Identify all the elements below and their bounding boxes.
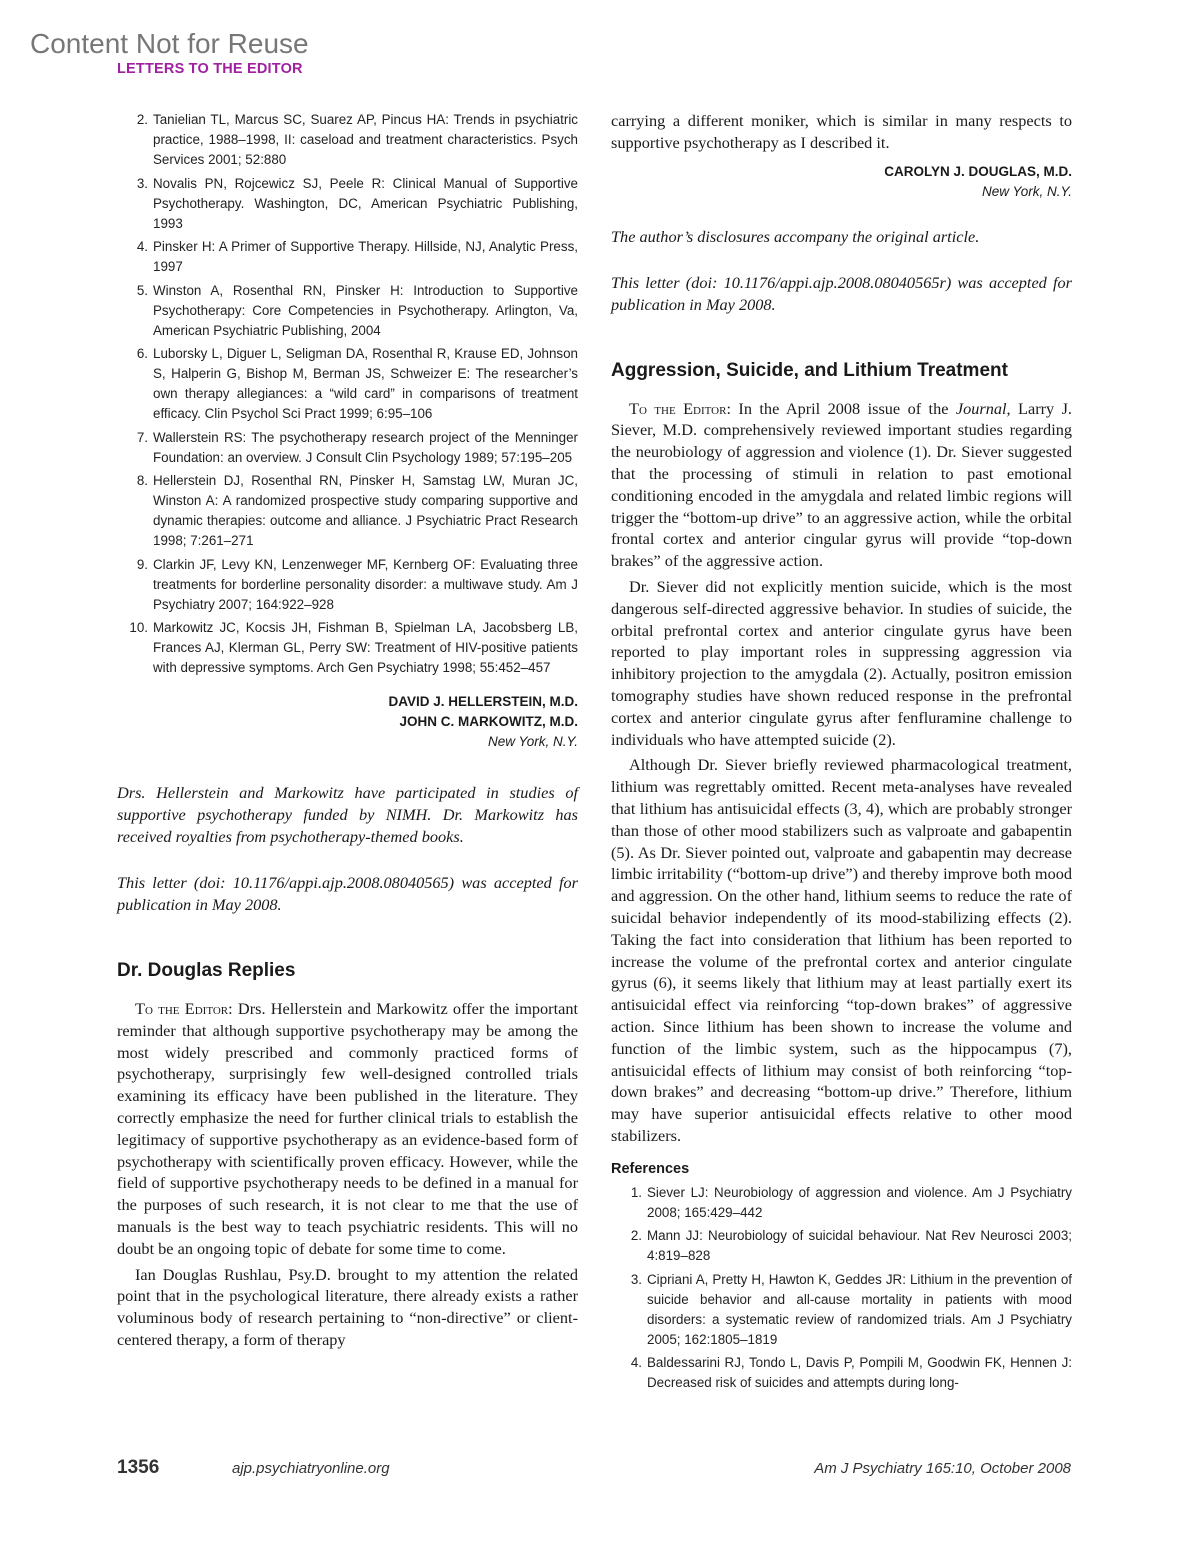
acceptance-note: This letter (doi: 10.1176/appi.ajp.2008.08040565r) was accepted for publication in May 2008. xyxy=(611,272,1072,314)
reference-item xyxy=(117,471,578,551)
reference-number: 1. xyxy=(630,1184,642,1200)
reference-number: 4. xyxy=(630,1355,642,1371)
reference-number: 8. xyxy=(136,473,148,488)
reference-number: 6. xyxy=(136,346,148,361)
reference-text: Mann JJ: Neurobiology of suicidal behaviour. Nat Rev Neurosci 2003; 4:819–828 xyxy=(647,1228,1072,1264)
reference-text: Clarkin JF, Levy KN, Lenzenweger MF, Kernberg OF: Evaluating three treatments for borderline personality disorder: a multiwave study. Am J Psychiatry 2007; 164:922–928 xyxy=(153,556,578,612)
reference-text: Cipriani A, Pretty H, Hawton K, Geddes JR: Lithium in the prevention of suicide behavior and all-cause mortality in patients with mood disorders: a systematic review of randomized trials. Am J Psychiatry 2005; 162:1805–1819 xyxy=(647,1271,1072,1347)
watermark: Content Not for Reuse xyxy=(30,28,309,59)
signature-block xyxy=(611,162,1072,202)
reference-item xyxy=(117,555,578,615)
paragraph-text: , Larry J. Siever, M.D. comprehensively reviewed important studies regarding the neurobiology of aggression and violence (1). Dr. Siever suggested that the processing of stimuli in relation to past emotional conditioning encoded in the amygdala and related limbic regions will trigger the “bottom-up drive” to an aggressive action, while the orbital frontal cortex and anterior cingular gyrus will provide “top-down brakes” of the aggressive action. xyxy=(611,398,1073,571)
reference-text: Pinsker H: A Primer of Supportive Therapy. Hillside, NJ, Analytic Press, 1997 xyxy=(153,239,578,274)
author-name: JOHN C. MARKOWITZ, M.D. xyxy=(399,714,578,729)
reference-item xyxy=(117,618,578,678)
reference-item xyxy=(117,344,578,424)
right-column xyxy=(611,110,1072,1397)
salutation: To the Editor: xyxy=(135,999,233,1018)
paragraph: Dr. Siever did not explicitly mention suicide, which is the most dangerous self-directed aggressive behavior. In studies of suicide, the orbital prefrontal cortex and anterior cingulate gyrus have been reported to play important roles in suppressing aggression via inhibitory projection to the amygdala (2). Actually, positron emission tomography studies have shown reduced response in the prefrontal cortex and anterior cingulate gyrus after fenfluramine challenge to individuals who have attempted suicide (2). xyxy=(611,576,1072,749)
reference-text: Winston A, Rosenthal RN, Pinsker H: Introduction to Supportive Psychotherapy: Core Competencies in Psychotherapy. Arlington, Va, American Psychiatric Publishing, 2004 xyxy=(153,282,578,338)
reference-text: Hellerstein DJ, Rosenthal RN, Pinsker H, Samstag LW, Muran JC, Winston A: A randomized prospective study comparing supportive and dynamic therapies: outcome and alliance. J Psychiatric Pract Research 1998; 7:261–271 xyxy=(153,473,578,548)
paragraph: Ian Douglas Rushlau, Psy.D. brought to my attention the related point that in the psychological literature, there already exists a rather voluminous body of research pertaining to “non-directive” or client-centered therapy, a form of therapy xyxy=(117,1264,578,1349)
references-heading: References xyxy=(611,1160,690,1177)
paragraph xyxy=(117,998,578,1260)
reference-text: Baldessarini RJ, Tondo L, Davis P, Pompili M, Goodwin FK, Hennen J: Decreased risk of suicides and attempts during long- xyxy=(647,1355,1072,1391)
section-heading: Aggression, Suicide, and Lithium Treatment xyxy=(611,359,1008,381)
reference-number: 5. xyxy=(136,282,148,298)
reference-text: Novalis PN, Rojcewicz SJ, Peele R: Clinical Manual of Supportive Psychotherapy. Washington, DC, American Psychiatric Publishing, 1993 xyxy=(153,175,578,231)
reference-item xyxy=(611,1226,1072,1266)
page-number: 1356 xyxy=(117,1457,160,1478)
reference-text: Tanielian TL, Marcus SC, Suarez AP, Pincus HA: Trends in psychiatric practice, 1988–1998, II: caseload and treatment characteristics. Psych Services 2001; 52:880 xyxy=(153,112,578,167)
reference-number: 9. xyxy=(136,556,148,572)
disclosure-note: The author’s disclosures accompany the original article. xyxy=(611,226,980,246)
author-location: New York, N.Y. xyxy=(487,734,578,749)
author-name: CAROLYN J. DOUGLAS, M.D. xyxy=(884,163,1072,179)
reference-text: Markowitz JC, Kocsis JH, Fishman B, Spielman LA, Jacobsberg LB, Frances AJ, Klerman GL, Perry SW: Treatment of HIV-positive patients with depressive symptoms. Arch Gen Psychiatry 1998; 55:452–457 xyxy=(153,620,578,675)
reference-number: 7. xyxy=(136,429,148,445)
paragraph: carrying a different moniker, which is similar in many respects to supportive psychotherapy as I described it. xyxy=(611,111,1072,152)
signature-block xyxy=(117,692,578,752)
reference-item xyxy=(117,237,578,277)
salutation: To the Editor: xyxy=(629,398,731,418)
reference-number: 3. xyxy=(136,175,148,191)
paragraph: Although Dr. Siever briefly reviewed pharmacological treatment, lithium was regrettably omitted. Recent meta-analyses have revealed that lithium has antisuicidal effects (3, 4), which are probably stronger than those of other mood stabilizers such as valproate and gabapentin (5). As Dr. Siever pointed out, valproate and gabapentin may decrease limbic irritability (“bottom-up drive”) and thereby improve both mood and aggression. On the other hand, lithium seems to reduce the rate of suicidal behavior independently of its mood-stabilizing effects (2). Taking the fact into consideration that lithium has been reported to increase the volume of the prefrontal cortex and anterior cingulate gyrus (6), it seems likely that lithium may at least partially exert its antisuicidal effect via reinforcing “top-down brakes” of aggressive action. Since lithium has been shown to increase the volume and function of the limbic system, such as the hippocampus (7), antisuicidal effects of lithium may consist of both reinforcing “top-down brakes” and decreasing “bottom-up drive.” Therefore, lithium may have superior antisuicidal effects relative to other mood stabilizers. xyxy=(611,755,1072,1145)
reference-text: Wallerstein RS: The psychotherapy research project of the Menninger Foundation: an overview. J Consult Clin Psychology 1989; 57:195–205 xyxy=(153,429,578,465)
author-name: DAVID J. HELLERSTEIN, M.D. xyxy=(388,694,578,709)
reference-item xyxy=(117,174,578,234)
section-heading: Dr. Douglas Replies xyxy=(117,960,296,981)
paragraph-text: In the April 2008 issue of the xyxy=(731,398,956,418)
reference-list xyxy=(611,1183,1072,1394)
reference-item xyxy=(611,1353,1072,1393)
author-location: New York, N.Y. xyxy=(981,183,1072,199)
reference-item xyxy=(117,281,578,341)
reference-number: 10. xyxy=(129,620,148,635)
paragraph xyxy=(611,398,1072,572)
reference-number: 2. xyxy=(136,112,148,127)
journal-url[interactable]: ajp.psychiatryonline.org xyxy=(232,1460,390,1477)
reference-number: 3. xyxy=(630,1271,642,1287)
reference-text: Siever LJ: Neurobiology of aggression and violence. Am J Psychiatry 2008; 165:429–442 xyxy=(647,1184,1072,1220)
reference-item xyxy=(611,1183,1072,1223)
disclosure-note: Drs. Hellerstein and Markowitz have participated in studies of supportive psychotherapy funded by NIMH. Dr. Markowitz has received royalties from psychotherapy-themed books. xyxy=(117,783,578,846)
journal-citation: Am J Psychiatry 165:10, October 2008 xyxy=(814,1460,1071,1477)
reference-item xyxy=(117,110,578,170)
reference-item xyxy=(611,1270,1072,1350)
left-column xyxy=(117,110,578,1355)
section-label: LETTERS TO THE EDITOR xyxy=(117,61,303,77)
journal-name: Journal xyxy=(955,398,1007,418)
reference-list xyxy=(117,110,578,678)
reference-item xyxy=(117,428,578,468)
paragraph-text: Drs. Hellerstein and Markowitz offer the important reminder that although supportive psychotherapy may be among the most widely prescribed and commonly practiced forms of psychotherapy, surprisingly few well-designed controlled trials examining its efficacy have been published in the literature. They correctly emphasize the need for further clinical trials to establish the legitimacy of supportive psychotherapy as an evidence-based form of psychotherapy with scientifically proven efficacy. However, while the field of supportive psychotherapy needs to be defined in a manual for the purposes of such research, it is not clear to me that the use of manuals is the best way to teach psychiatric residents. This will no doubt be an ongoing topic of debate for some time to come. xyxy=(117,999,578,1258)
acceptance-note: This letter (doi: 10.1176/appi.ajp.2008.08040565) was accepted for publication in May 2008. xyxy=(117,873,578,914)
reference-number: 2. xyxy=(630,1228,642,1244)
reference-text: Luborsky L, Diguer L, Seligman DA, Rosenthal R, Krause ED, Johnson S, Halperin G, Bishop M, Berman JS, Schweizer E: The researcher’s own therapy allegiances: a “wild card” in comparisons of treatment efficacy. Clin Psychol Sci Pract 1999; 6:95–106 xyxy=(153,346,578,421)
reference-number: 4. xyxy=(136,239,148,254)
